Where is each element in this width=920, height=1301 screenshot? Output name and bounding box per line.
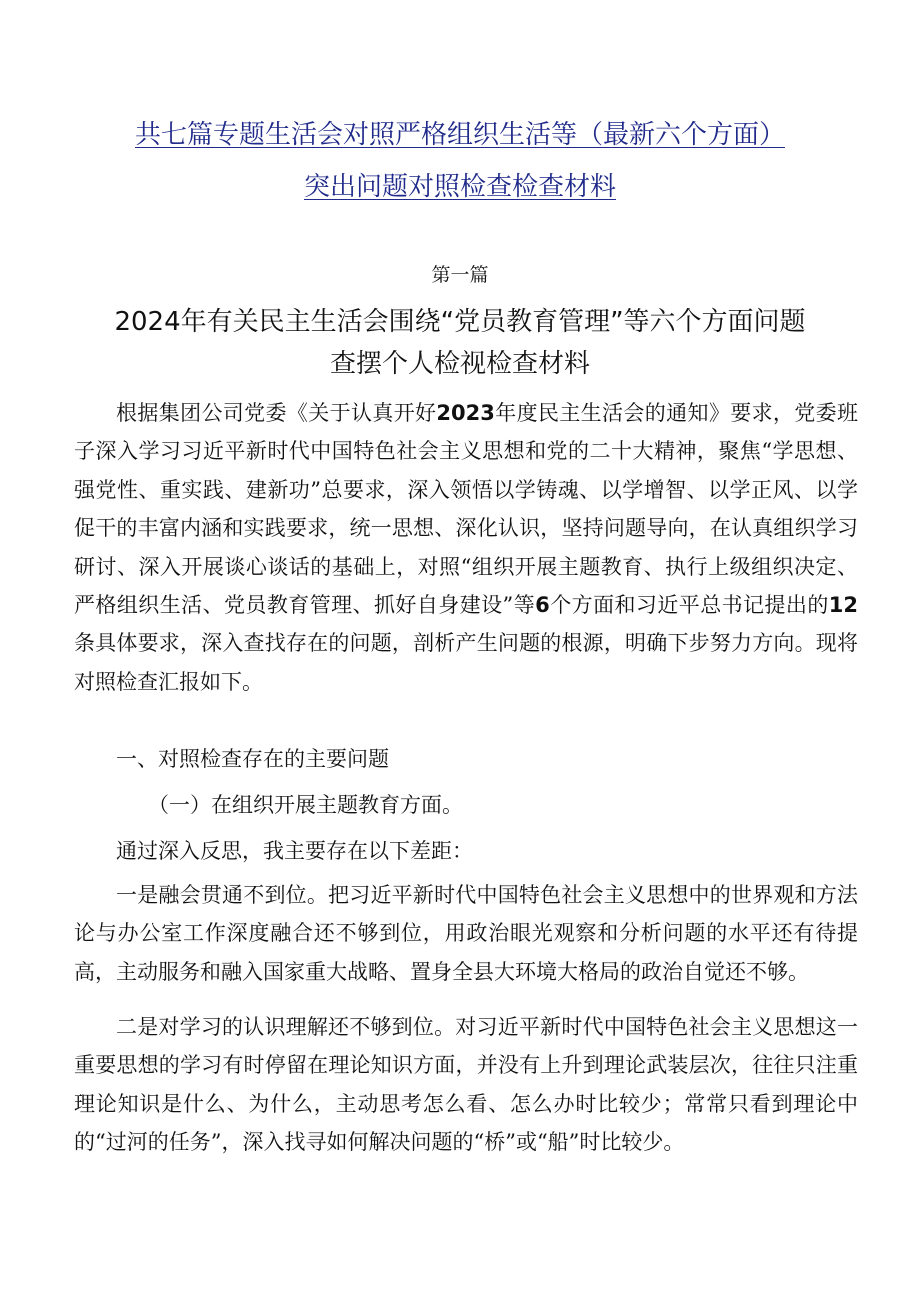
heading-theme-education: （一）在组织开展主题教育方面。 — [148, 793, 463, 817]
aspect-count: 6 — [535, 593, 550, 618]
requirement-count: 12 — [828, 593, 859, 618]
section-title-line2: 查摆个人检视检查材料 — [329, 349, 590, 379]
gap-intro-paragraph: 通过深入反思，我主要存在以下差距： — [116, 839, 473, 863]
section-title-line1: 2024年有关民主生活会围绕“党员教育管理”等六个方面问题 — [114, 307, 806, 337]
point-two-paragraph: 二是对学习的认识理解还不够到位。对习近平新时代中国特色社会主义思想这一重要思想的学习有时停留在理论知识方面，并没有上升到理论武装层次，往往只注重理论知识是什么、为什么，主动思考怎么看、怎么办时比较少；常常只看到理论中的“过河的任务”，深入找寻如何解决问题的“桥”或“船”时比较少。 — [74, 1015, 858, 1155]
year-number: 2023 — [436, 401, 495, 425]
section-label: 第一篇 — [431, 264, 489, 286]
point-one-paragraph: 一是融会贯通不到位。把习近平新时代中国特色社会主义思想中的世界观和方法论与办公室工作深度融合还不够到位，用政治眼光观察和分析问题的水平还有待提高，主动服务和融入国家重大战略、置身全县大环境大格局的政治自觉还不够。 — [74, 883, 858, 984]
intro-paragraph: 根据集团公司党委《关于认真开好2023年度民主生活会的通知》要求，党委班子深入学习习近平新时代中国特色社会主义思想和党的二十大精神，聚焦“学思想、强党性、重实践、建新功”总要求，深入领悟以学铸魂、以学增智、以学正风、以学促干的丰富内涵和实践要求，统一思想、深化认识，坚持问题导向，在认真组织学习研讨、深入开展谈心谈话的基础上，对照“组织开展主题教育、执行上级组织决定、严格组织生活、党员教育管理、抓好自身建设”等6个方面和习近平总书记提出的12条具体要求，深入查找存在的问题，剖析产生问题的根源，明确下步努力方向。现将对照检查汇报如下。 — [74, 401, 859, 694]
document-title-line1: 共七篇专题生活会对照严格组织生活等（最新六个方面） — [134, 120, 785, 150]
heading-main-problems: 一、对照检查存在的主要问题 — [116, 747, 389, 771]
document-title-line2: 突出问题对照检查检查材料 — [303, 172, 616, 202]
